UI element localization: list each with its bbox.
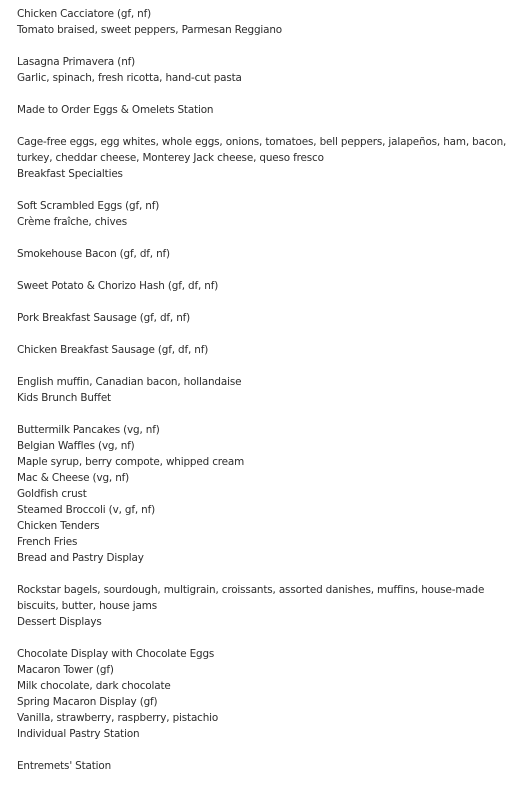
menu-line: Pork Breakfast Sausage (gf, df, nf)	[17, 312, 191, 324]
menu-line: Belgian Waffles (vg, nf)	[17, 440, 135, 452]
menu-line: Breakfast Specialties	[17, 168, 123, 180]
menu-line: Vanilla, strawberry, raspberry, pistachio	[17, 712, 219, 724]
menu-line: Rockstar bagels, sourdough, multigrain, croissants, assorted danishes, muffins, house-made biscuits, butter, house jams	[17, 584, 485, 612]
menu-paragraph	[17, 646, 517, 742]
menu-line: Made to Order Eggs & Omelets Station	[17, 104, 214, 116]
menu-line: Kids Brunch Buffet	[17, 392, 111, 404]
menu-line: Soft Scrambled Eggs (gf, nf)	[17, 200, 160, 212]
menu-line: Buttermilk Pancakes (vg, nf)	[17, 424, 160, 436]
menu-line: Dessert Displays	[17, 616, 102, 628]
menu-paragraph	[17, 758, 517, 774]
menu-line: Milk chocolate, dark chocolate	[17, 680, 171, 692]
menu-paragraph	[17, 246, 517, 262]
menu-paragraph	[17, 422, 517, 566]
menu-line: Chicken Tenders	[17, 520, 100, 532]
menu-line: Bread and Pastry Display	[17, 552, 144, 564]
menu-line: Tomato braised, sweet peppers, Parmesan Reggiano	[17, 24, 282, 36]
menu-line: Chocolate Display with Chocolate Eggs	[17, 648, 215, 660]
menu-line: Entremets' Station	[17, 760, 112, 772]
menu-paragraph	[17, 134, 517, 182]
menu-line: Goldfish crust	[17, 488, 87, 500]
menu-paragraph	[17, 582, 517, 630]
menu-line: Mac & Cheese (vg, nf)	[17, 472, 130, 484]
menu-line: Sweet Potato & Chorizo Hash (gf, df, nf)	[17, 280, 219, 292]
menu-paragraph	[17, 278, 517, 294]
menu-paragraph	[17, 198, 517, 230]
menu-paragraph	[17, 342, 517, 358]
menu-document	[17, 6, 517, 790]
menu-line: Maple syrup, berry compote, whipped cream	[17, 456, 245, 468]
menu-line: Cage-free eggs, egg whites, whole eggs, onions, tomatoes, bell peppers, jalapeños, ham, bacon, turkey, cheddar cheese, Monterey Jack cheese, queso fresco	[17, 136, 507, 164]
menu-line: Steamed Broccoli (v, gf, nf)	[17, 504, 155, 516]
menu-line: Individual Pastry Station	[17, 728, 140, 740]
menu-line: Chicken Breakfast Sausage (gf, df, nf)	[17, 344, 209, 356]
menu-line: Lasagna Primavera (nf)	[17, 56, 136, 68]
menu-line: Chicken Cacciatore (gf, nf)	[17, 8, 152, 20]
menu-paragraph	[17, 374, 517, 406]
menu-line: French Fries	[17, 536, 78, 548]
menu-line: Crème fraîche, chives	[17, 216, 127, 228]
menu-line: Smokehouse Bacon (gf, df, nf)	[17, 248, 170, 260]
menu-line: Macaron Tower (gf)	[17, 664, 114, 676]
menu-paragraph	[17, 102, 517, 118]
menu-paragraph	[17, 310, 517, 326]
menu-line: Garlic, spinach, fresh ricotta, hand-cut pasta	[17, 72, 242, 84]
menu-line: English muffin, Canadian bacon, hollandaise	[17, 376, 242, 388]
menu-line: Spring Macaron Display (gf)	[17, 696, 158, 708]
menu-paragraph	[17, 6, 517, 38]
menu-paragraph	[17, 54, 517, 86]
